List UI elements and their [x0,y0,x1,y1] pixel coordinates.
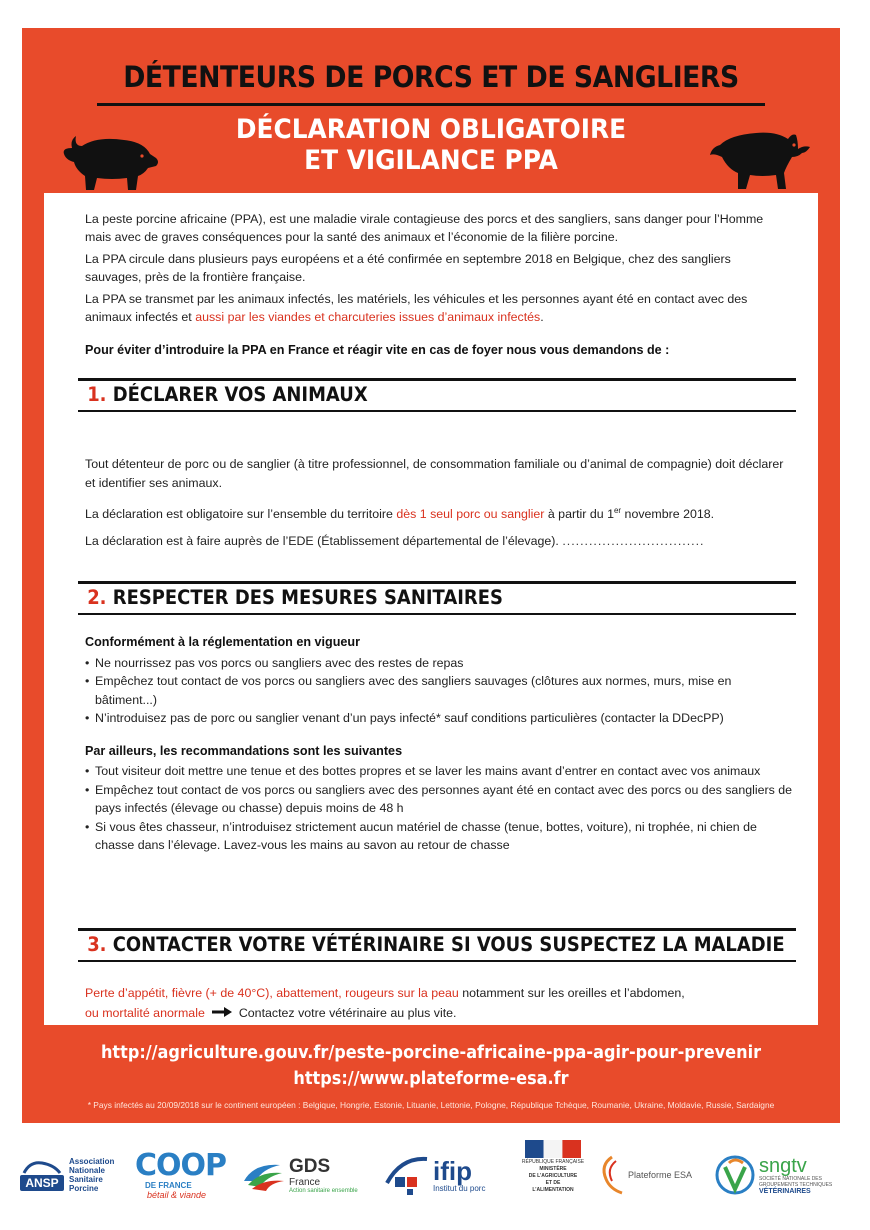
section-3-rule-bottom [78,960,796,962]
ansp-text [69,1157,114,1193]
list-item: • Empêchez tout contact de vos porcs ou sangliers avec des sangliers sauvages (clôtures aux normes, murs, mise en bâtiment...) [85,672,795,709]
gds-mark: GDS [289,1155,331,1177]
ifip-logo [385,1140,510,1210]
intro-p3-text: La PPA se transmet par les animaux infectés, les matériels, les véhicules et les personnes ayant été en contact avec des animaux infectés et [85,292,748,324]
symptoms-line [85,983,795,1003]
intro-paragraph-2: La PPA circule dans plusieurs pays européens et a été confirmée en septembre 2018 en Belgique, chez des sangliers sauvages, près de la frontière française. [85,252,731,284]
ansp-text-3: Sanitaire [69,1175,103,1184]
section-2-list-1 [85,654,795,728]
svg-text:ANSP: ANSP [25,1176,59,1190]
section-3-number: 3. [87,933,107,956]
symptoms-text: notamment sur les oreilles et l’abdomen, [458,986,685,1000]
subtitle-line-1: DÉCLARATION OBLIGATOIRE [235,114,627,145]
ansp-mark-icon [18,1155,66,1195]
section-3-label: CONTACTER VOTRE VÉTÉRINAIRE SI VOUS SUSPECTEZ LA MALADIE [112,933,785,956]
ministry-text [522,1159,584,1194]
s1-p2-text-b: à partir du 1 [544,507,614,522]
section-2-title [78,584,739,609]
list-item: • N’introduisez pas de porc ou sanglier venant d’un pays infecté* sauf conditions particulières (contacter la DDecPP) [85,709,795,728]
section-1-rule-bottom [78,410,796,412]
poster [22,28,840,1123]
section-2-number: 2. [87,586,107,609]
section-3-body [85,983,795,1023]
intro-paragraph-1: La peste porcine africaine (PPA), est une maladie virale contagieuse des porcs et des sangliers, sans danger pour l’Homme mais avec de graves conséquences pour la santé des animaux et l’économie de la filière porcine. [85,212,764,244]
section-3-title [78,931,785,956]
coop-sub: DE FRANCE [145,1180,192,1190]
section-2-rule-bottom [78,613,796,615]
section-2-heading [78,581,796,615]
sngtv-text [759,1156,832,1195]
arrow-right-icon [211,1006,233,1018]
lead-sentence: Pour éviter d’introduire la PPA en France et réagir vite en cas de foyer nous vous demandons de : [85,343,670,357]
title-underline [97,103,765,106]
ifip-mark: ifip [433,1155,472,1186]
mortality-highlight: ou mortalité anormale [85,1006,205,1020]
subtitle-line-2: ET VIGILANCE PPA [304,145,558,176]
intro-p3-end: . [540,310,544,324]
coop-de-france-logo [135,1140,230,1210]
section-2-body [85,633,795,855]
sngtv-mark: sngtv [759,1154,807,1177]
ifip-mark-icon [385,1153,429,1197]
pig-right-icon [706,113,816,198]
section-1-label: DÉCLARER VOS ANIMAUX [112,383,368,406]
sngtv-sub-2: GROUPEMENTS TECHNIQUES [759,1181,833,1188]
spacer [85,728,795,742]
intro-paragraph-3 [85,290,785,326]
s1-p3-text: La déclaration est à faire auprès de l’EDE (Établissement départemental de l’élevage). [85,534,559,549]
plateforme-esa-logo [598,1140,708,1210]
intro-p3-highlight: aussi par les viandes et charcuteries issues d’animaux infectés [195,310,541,324]
section-1-heading [78,378,796,412]
marianne-flag-icon [525,1140,581,1158]
section-1-body [85,455,795,559]
list-item: • Ne nourrissez pas vos porcs ou sangliers avec des restes de repas [85,654,795,673]
section-2-label: RESPECTER DES MESURES SANITAIRES [112,586,503,609]
ansp-logo [18,1140,118,1210]
ansp-text-2: Nationale [69,1166,106,1175]
gds-tag: Action sanitaire ensemble [289,1187,358,1194]
coop-tag: bétail & viande [147,1189,207,1200]
section-2-subheading-1: Conformément à la réglementation en vigueur [85,635,361,649]
footnote: * Pays infectés au 20/09/2018 sur le continent européen : Belgique, Hongrie, Estonie, Lituanie, Lettonie, Pologne, République Tchèque, Roumanie, Ukraine, Moldavie, Russie, Sardaigne [87,1100,775,1110]
content-panel [44,193,818,1025]
ifip-text [433,1155,486,1193]
list-item: • Si vous êtes chasseur, n’introduisez strictement aucun matériel de chasse (tenue, bottes, voiture), ni trophée, ni chien de chasse dans l’élevage. Lavez-vous les mains au savon au retour de chasse [85,818,795,855]
ministry-line-4: ET DE [545,1180,561,1186]
sngtv-shield-icon [715,1153,755,1197]
gds-france-logo [240,1140,365,1210]
list-item: • Tout visiteur doit mettre une tenue et des bottes propres et se laver les mains avant d’entrer en contact avec vos animaux [85,762,795,781]
s1-p2-sup: er [613,506,622,515]
section-3-heading [78,928,796,962]
s1-p2-text-a: La déclaration est obligatoire sur l’ensemble du territoire [85,507,397,522]
esa-mark: Plateforme ESA [628,1170,693,1180]
s1-p2-highlight: dès 1 seul porc ou sanglier [396,507,545,522]
url-plateforme-esa-link[interactable]: https://www.plateforme-esa.fr [293,1069,569,1089]
section-1-paragraph-1: Tout détenteur de porc ou de sanglier (à titre professionnel, de consommation familiale ou d’animal de compagnie) doit déclarer et identifier ses animaux. [85,457,784,490]
mortality-line [85,1003,795,1023]
list-item: • Empêchez tout contact de vos porcs ou sangliers avec des personnes ayant été en contact avec des porcs ou des sangliers de pays infectés (élevage ou chasse) depuis moins de 48 h [85,781,795,818]
pig-left-icon [52,118,162,198]
ministry-line-2: MINISTÈRE [539,1166,567,1172]
url-block [22,1040,840,1092]
intro [85,210,785,330]
esa-swirl-icon [598,1153,628,1197]
sngtv-logo [715,1140,855,1210]
ansp-text-4: Porcine [69,1184,99,1193]
section-1-paragraph-2 [85,501,795,524]
partner-logos [0,1140,870,1220]
section-1-title [78,381,739,406]
gds-text [289,1157,358,1194]
sngtv-sub-3: VÉTÉRINAIRES [759,1187,811,1195]
coop-mark: COOP [135,1147,227,1183]
subtitle [55,114,808,176]
section-1-paragraph-3 [85,532,795,551]
ministry-line-3: DE L’AGRICULTURE [528,1173,578,1179]
section-2-list-2 [85,762,795,855]
section-2-subheading-2: Par ailleurs, les recommandations sont les suivantes [85,743,403,758]
ministry-logo [518,1140,588,1210]
s1-p2-text-c: novembre 2018. [621,507,715,522]
gds-sub: France [289,1176,321,1188]
gds-swoosh-icon [240,1155,286,1195]
url-agriculture-link[interactable]: http://agriculture.gouv.fr/peste-porcine-africaine-ppa-agir-pour-prevenir [100,1043,762,1063]
sngtv-sub-1: SOCIÉTÉ NATIONALE DES [759,1175,822,1182]
main-title: DÉTENTEURS DE PORCS ET DE SANGLIERS [123,60,739,94]
ansp-text-1: Association [69,1157,115,1166]
section-1-number: 1. [87,383,107,406]
s1-p3-fill-dots: ................................ [562,534,705,549]
ministry-line-5: L’ALIMENTATION [532,1187,574,1193]
ministry-line-1: RÉPUBLIQUE FRANÇAISE [521,1159,585,1165]
ifip-sub: Institut du porc [433,1183,486,1193]
contact-vet-text: Contactez votre vétérinaire au plus vite. [238,1006,457,1020]
symptoms-highlight: Perte d’appétit, fièvre (+ de 40°C), abattement, rougeurs sur la peau [85,986,459,1000]
